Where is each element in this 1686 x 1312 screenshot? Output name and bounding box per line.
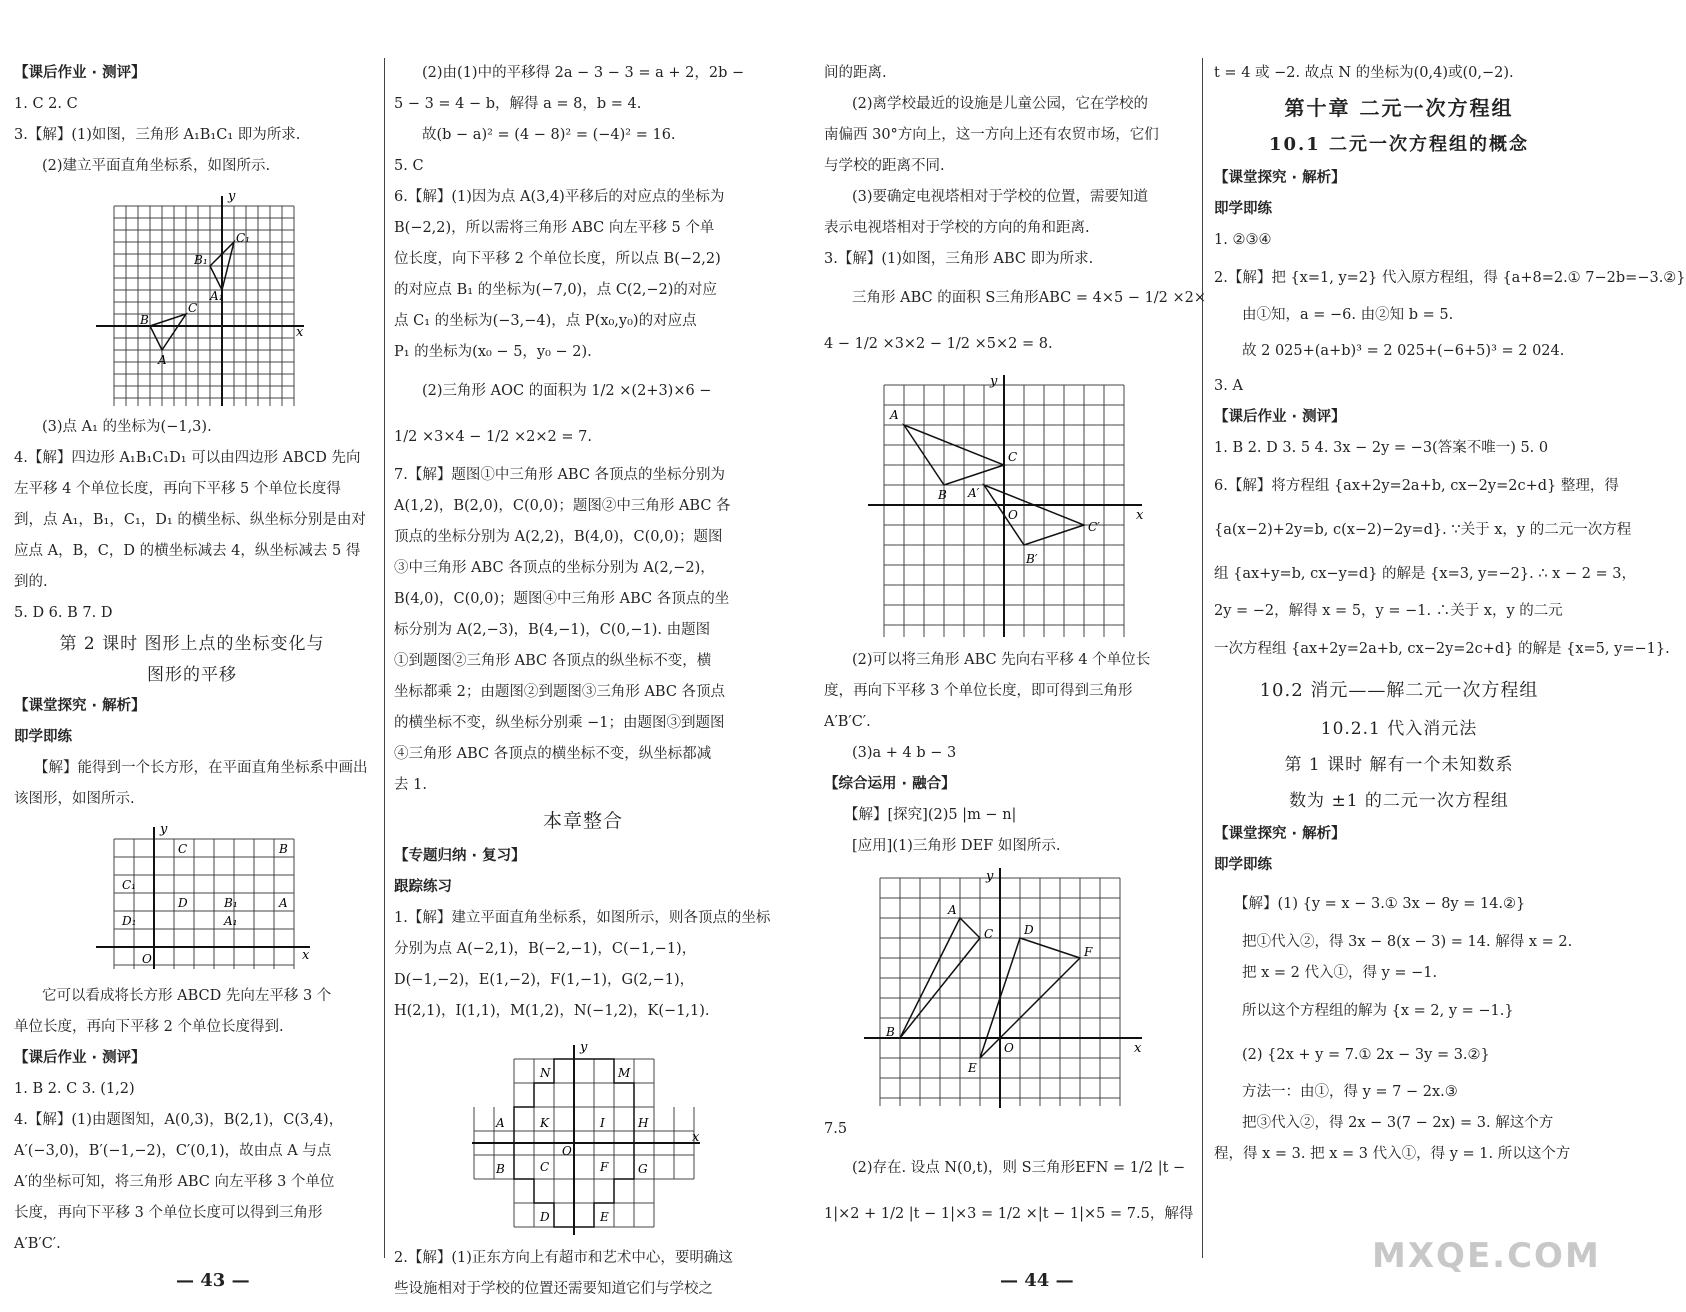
svg-text:C₁: C₁ [236, 231, 250, 245]
answer-line: 它可以看成将长方形 ABCD 先向左平移 3 个 [42, 988, 332, 1004]
section-title: 10.1 二元一次方程组的概念 [1268, 134, 1530, 155]
section-heading: 【专题归纳 · 复习】 [394, 848, 526, 864]
answer-line: 表示电视塔相对于学校的方向的角和距离. [824, 220, 1090, 236]
answer-line: 【解】[探究](2)5 |m − n| [844, 807, 1017, 823]
svg-text:B: B [279, 842, 288, 856]
svg-text:A: A [279, 896, 288, 910]
svg-text:A′: A′ [968, 486, 980, 500]
answer-line: 6.【解】将方程组 {ax+2y=2a+b, cx−2y=2c+d} 整理，得 [1214, 478, 1619, 494]
answer-line: [应用](1)三角形 DEF 如图所示. [852, 838, 1061, 854]
answer-line: 1. ②③④ [1214, 232, 1272, 248]
figure-grid-triangle-a1b1c1 [14, 186, 370, 408]
answer-line: 3.【解】(1)如图，三角形 A₁B₁C₁ 即为所求. [14, 127, 301, 143]
answer-line: A′的坐标可知，将三角形 ABC 向左平移 3 个单位 [14, 1174, 335, 1190]
answer-line: (2) {2x + y = 7.① 2x − 3y = 3.②} [1242, 1047, 1490, 1063]
answer-line: 由①知，a = −6. 由②知 b = 5. [1242, 307, 1454, 323]
figure-grid-rectangle-abcd [14, 819, 370, 977]
svg-text:E: E [600, 1210, 609, 1224]
answer-line: A′B′C′. [824, 714, 871, 730]
answer-line: A(1,2)，B(2,0)，C(0,0)；题图②中三角形 ABC 各 [394, 498, 731, 514]
svg-text:y: y [160, 822, 168, 837]
svg-text:H: H [638, 1116, 649, 1130]
answer-line: 间的距离. [824, 65, 887, 81]
svg-text:B₁: B₁ [194, 253, 208, 267]
svg-text:x: x [1134, 1041, 1142, 1056]
answer-line: 5. C [394, 158, 424, 174]
svg-text:y: y [990, 374, 998, 389]
svg-text:F: F [1084, 945, 1093, 959]
lesson-title: 数为 ±1 的二元一次方程组 [1289, 791, 1509, 811]
answer-line: 位长度，向下平移 2 个单位长度，所以点 B(−2,2) [394, 251, 721, 267]
answer-line: 南偏西 30°方向上，这一方向上还有农贸市场，它们 [824, 127, 1159, 143]
answer-line: 到，点 A₁，B₁，C₁，D₁ 的横坐标、纵坐标分别是由对 [14, 512, 366, 528]
svg-text:A₁: A₁ [224, 914, 238, 928]
answer-line: 1. C 2. C [14, 96, 78, 112]
page-number-right: — 44 — [1000, 1270, 1074, 1291]
column-1 [14, 58, 370, 1260]
chapter-summary-title: 本章整合 [542, 810, 623, 832]
answer-line: 2.【解】把 {x=1, y=2} 代入原方程组，得 {a+8=2.① 7−2b=−3.②} [1214, 270, 1686, 286]
answer-line: D(−1,−2)，E(1,−2)，F(1,−1)，G(2,−1)， [394, 972, 695, 988]
section-heading: 【课堂探究 · 解析】 [1214, 170, 1346, 186]
answer-line: 7.【解】题图①中三角形 ABC 各顶点的坐标分别为 [394, 467, 726, 483]
answer-line: 的对应点 B₁ 的坐标为(−7,0)，点 C(2,−2)的对应 [394, 282, 717, 298]
section-title: 10.2 消元——解二元一次方程组 [1259, 680, 1539, 701]
svg-text:B: B [496, 1162, 505, 1176]
svg-text:C: C [984, 927, 994, 941]
svg-text:O: O [1004, 1041, 1014, 1055]
answer-line: (2)存在. 设点 N(0,t)，则 S三角形EFN = 1/2 |t − [852, 1160, 1186, 1176]
svg-text:B₁: B₁ [224, 896, 238, 910]
svg-text:D: D [540, 1210, 550, 1224]
answer-line: 该图形，如图所示. [14, 791, 135, 807]
svg-text:D: D [1024, 923, 1034, 937]
svg-text:O: O [142, 952, 152, 966]
column-2 [394, 58, 772, 1305]
answer-line: (2)离学校最近的设施是儿童公园，它在学校的 [852, 96, 1149, 112]
answer-line: 单位长度，再向下平移 2 个单位长度得到. [14, 1019, 284, 1035]
svg-text:O: O [562, 1144, 572, 1158]
answer-line: 1|×2 + 1/2 |t − 1|×3 = 1/2 ×|t − 1|×5 = 7.5，解得 [824, 1206, 1194, 1222]
answer-line: 应点 A，B，C，D 的横坐标减去 4，纵坐标减去 5 得 [14, 543, 361, 559]
answer-line: B(4,0)，C(0,0)；题图④中三角形 ABC 各顶点的坐 [394, 591, 730, 607]
answer-line: 3.【解】(1)如图，三角形 ABC 即为所求. [824, 251, 1094, 267]
section-heading: 【综合运用 · 融合】 [824, 776, 956, 792]
answer-line: 点 C₁ 的坐标为(−3,−4)，点 P(x₀,y₀)的对应点 [394, 313, 697, 329]
column-divider [384, 58, 385, 1258]
answer-line: A′(−3,0)，B′(−1,−2)，C′(0,1)，故由点 A 与点 [14, 1143, 332, 1159]
answer-line: ③中三角形 ABC 各顶点的坐标分别为 A(2,−2)， [394, 560, 715, 576]
answer-line: 故(b − a)² = (4 − 8)² = (−4)² = 16. [422, 127, 676, 143]
answer-line: 5. D 6. B 7. D [14, 605, 113, 621]
answer-line: 方法一：由①，得 y = 7 − 2x.③ [1242, 1084, 1458, 1100]
answer-line: 2.【解】(1)正东方向上有超市和艺术中心，要明确这 [394, 1250, 733, 1266]
svg-text:A₁: A₁ [210, 289, 224, 303]
answer-line: 长度，再向下平移 3 个单位长度可以得到三角形 [14, 1205, 323, 1221]
answer-line: 5 − 3 = 4 − b，解得 a = 8，b = 4. [394, 96, 642, 112]
svg-text:N: N [540, 1066, 551, 1080]
figure-translation-abc [824, 371, 1196, 641]
chapter-title: 第十章 二元一次方程组 [1284, 96, 1514, 120]
answer-line: ④三角形 ABC 各顶点的横坐标不变，纵坐标都减 [394, 746, 712, 762]
svg-text:D: D [178, 896, 188, 910]
answer-line: 【解】(1) {y = x − 3.① 3x − 8y = 14.②} [1234, 896, 1526, 912]
svg-text:y: y [986, 869, 994, 884]
answer-line: 左平移 4 个单位长度，再向下平移 5 个单位长度得 [14, 481, 341, 497]
answer-line: 4.【解】(1)由题图知，A(0,3)，B(2,1)，C(3,4)， [14, 1112, 344, 1128]
svg-text:x: x [1136, 508, 1144, 523]
svg-text:K: K [540, 1116, 549, 1130]
svg-text:M: M [618, 1066, 631, 1080]
answer-line: 把③代入②，得 2x − 3(7 − 2x) = 3. 解这个方 [1242, 1115, 1554, 1131]
watermark-logo: MXQE.COM [1372, 1236, 1601, 1276]
svg-text:C: C [540, 1160, 550, 1174]
svg-text:A: A [948, 903, 957, 917]
answer-line: H(2,1)，I(1,1)，M(1,2)，N(−1,2)，K(−1,1). [394, 1003, 710, 1019]
answer-line: 标分别为 A(2,−3)，B(4,−1)，C(0,−1). 由题图 [394, 622, 711, 638]
svg-text:E: E [968, 1061, 977, 1075]
svg-text:C: C [178, 842, 188, 856]
section-heading: 【课后作业 · 测评】 [14, 1050, 146, 1066]
answer-line: 分别为点 A(−2,1)，B(−2,−1)，C(−1,−1)， [394, 941, 697, 957]
answer-line: 6.【解】(1)因为点 A(3,4)平移后的对应点的坐标为 [394, 189, 725, 205]
answer-line: P₁ 的坐标为(x₀ − 5，y₀ − 2). [394, 344, 592, 360]
answer-line: 2y = −2，解得 x = 5，y = −1. ∴关于 x，y 的二元 [1214, 603, 1563, 619]
answer-line: 1.【解】建立平面直角坐标系，如图所示，则各顶点的坐标 [394, 910, 771, 926]
svg-text:B: B [886, 1025, 895, 1039]
svg-text:x: x [296, 325, 304, 340]
answer-line: (2)建立平面直角坐标系，如图所示. [42, 158, 271, 174]
answer-line: 坐标都乘 2；由题图②到题图③三角形 ABC 各顶点 [394, 684, 726, 700]
answer-line: 度，再向下平移 3 个单位长度，即可得到三角形 [824, 683, 1133, 699]
answer-line: B(−2,2)，所以需将三角形 ABC 向左平移 5 个单 [394, 220, 715, 236]
column-4 [1214, 58, 1686, 1170]
answer-line: 故 2 025+(a+b)³ = 2 025+(−6+5)³ = 2 024. [1242, 343, 1565, 359]
svg-text:O: O [1008, 508, 1018, 522]
answer-line: ①到题图②三角形 ABC 各顶点的纵坐标不变，横 [394, 653, 712, 669]
subsection-heading: 即学即练 [1214, 201, 1272, 217]
answer-line: 把 x = 2 代入①，得 y = −1. [1242, 965, 1438, 981]
answer-line: 一次方程组 {ax+2y=2a+b, cx−2y=2c+d} 的解是 {x=5, y=−1}. [1214, 641, 1670, 657]
answer-line: 7.5 [824, 1121, 848, 1137]
answer-line: 4 − 1/2 ×3×2 − 1/2 ×5×2 = 8. [824, 336, 1053, 352]
subsection-heading: 即学即练 [1214, 857, 1272, 873]
svg-text:G: G [638, 1162, 648, 1176]
answer-line: (2)可以将三角形 ABC 先向右平移 4 个单位长 [852, 652, 1151, 668]
figure-triangle-def [824, 866, 1196, 1110]
svg-text:C: C [1008, 450, 1018, 464]
column-3 [824, 58, 1207, 1237]
answer-line: 的横坐标不变，纵坐标分别乘 −1；由题图③到题图 [394, 715, 725, 731]
section-heading: 【课堂探究 · 解析】 [1214, 826, 1346, 842]
svg-text:B: B [140, 313, 149, 327]
svg-text:y: y [228, 189, 236, 204]
svg-text:C: C [188, 301, 198, 315]
svg-text:C′: C′ [1088, 520, 1100, 534]
answer-line: 到的. [14, 574, 48, 590]
svg-text:B′: B′ [1026, 552, 1038, 566]
section-heading: 【课后作业 · 测评】 [1214, 409, 1346, 425]
answer-line: 顶点的坐标分别为 A(2,2)，B(4,0)，C(0,0)；题图 [394, 529, 723, 545]
svg-text:I: I [600, 1116, 605, 1130]
section-heading: 【课后作业 · 测评】 [14, 65, 146, 81]
answer-line: 把①代入②，得 3x − 8(x − 3) = 14. 解得 x = 2. [1242, 934, 1573, 950]
answer-line: (3)要确定电视塔相对于学校的位置，需要知道 [852, 189, 1149, 205]
answer-line: 所以这个方程组的解为 {x = 2, y = −1.} [1242, 1003, 1514, 1019]
svg-text:D₁: D₁ [122, 914, 137, 928]
svg-text:y: y [580, 1040, 588, 1055]
figure-cross-shape-grid [394, 1031, 772, 1239]
answer-line: (3)点 A₁ 的坐标为(−1,3). [42, 419, 212, 435]
svg-text:A: A [158, 353, 167, 367]
subsection-title: 10.2.1 代入消元法 [1320, 719, 1478, 739]
answer-line: 1. B 2. D 3. 5 4. 3x − 2y = −3(答案不唯一) 5. 0 [1214, 440, 1549, 456]
answer-line: (2)三角形 AOC 的面积为 1/2 ×(2+3)×6 − [422, 383, 712, 399]
lesson-title: 图形的平移 [147, 665, 237, 685]
answer-line: 去 1. [394, 777, 427, 793]
column-divider [1202, 58, 1203, 1258]
answer-line: 【解】能得到一个长方形，在平面直角坐标系中画出 [34, 760, 368, 776]
svg-text:B: B [938, 488, 947, 502]
answer-line: 1. B 2. C 3. (1,2) [14, 1081, 135, 1097]
answer-line: 4.【解】四边形 A₁B₁C₁D₁ 可以由四边形 ABCD 先向 [14, 450, 361, 466]
answer-line: {a(x−2)+2y=b, c(x−2)−2y=d}. ∵关于 x，y 的二元一次方程 [1214, 522, 1632, 538]
answer-line: 程，得 x = 3. 把 x = 3 代入①，得 y = 1. 所以这个方 [1214, 1146, 1571, 1162]
svg-text:C₁: C₁ [122, 878, 136, 892]
subsection-heading: 即学即练 [14, 729, 72, 745]
answer-line: 1/2 ×3×4 − 1/2 ×2×2 = 7. [394, 429, 592, 445]
svg-text:F: F [600, 1160, 609, 1174]
answer-line: (3)a + 4 b − 3 [852, 745, 957, 761]
answer-line: 三角形 ABC 的面积 S三角形ABC = 4×5 − 1/2 ×2× [852, 290, 1207, 306]
section-heading: 【课堂探究 · 解析】 [14, 698, 146, 714]
svg-text:A: A [890, 408, 899, 422]
lesson-title: 第 2 课时 图形上点的坐标变化与 [59, 634, 325, 654]
answer-line: 3. A [1214, 378, 1243, 394]
subsection-heading: 跟踪练习 [394, 879, 452, 895]
answer-line: t = 4 或 −2. 故点 N 的坐标为(0,4)或(0,−2). [1214, 65, 1514, 81]
answer-line: (2)由(1)中的平移得 2a − 3 − 3 = a + 2，2b − [422, 65, 745, 81]
svg-text:A: A [496, 1116, 505, 1130]
answer-line: A′B′C′. [14, 1236, 61, 1252]
answer-line: 与学校的距离不同. [824, 158, 945, 174]
lesson-title: 第 1 课时 解有一个未知数系 [1284, 755, 1514, 775]
page-number-left: — 43 — [176, 1270, 250, 1291]
answer-line: 些设施相对于学校的位置还需要知道它们与学校之 [394, 1281, 713, 1297]
answer-line: 组 {ax+y=b, cx−y=d} 的解是 {x=3, y=−2}. ∴ x − 2 = 3， [1214, 566, 1637, 582]
svg-text:x: x [692, 1130, 700, 1145]
svg-text:x: x [302, 948, 310, 963]
